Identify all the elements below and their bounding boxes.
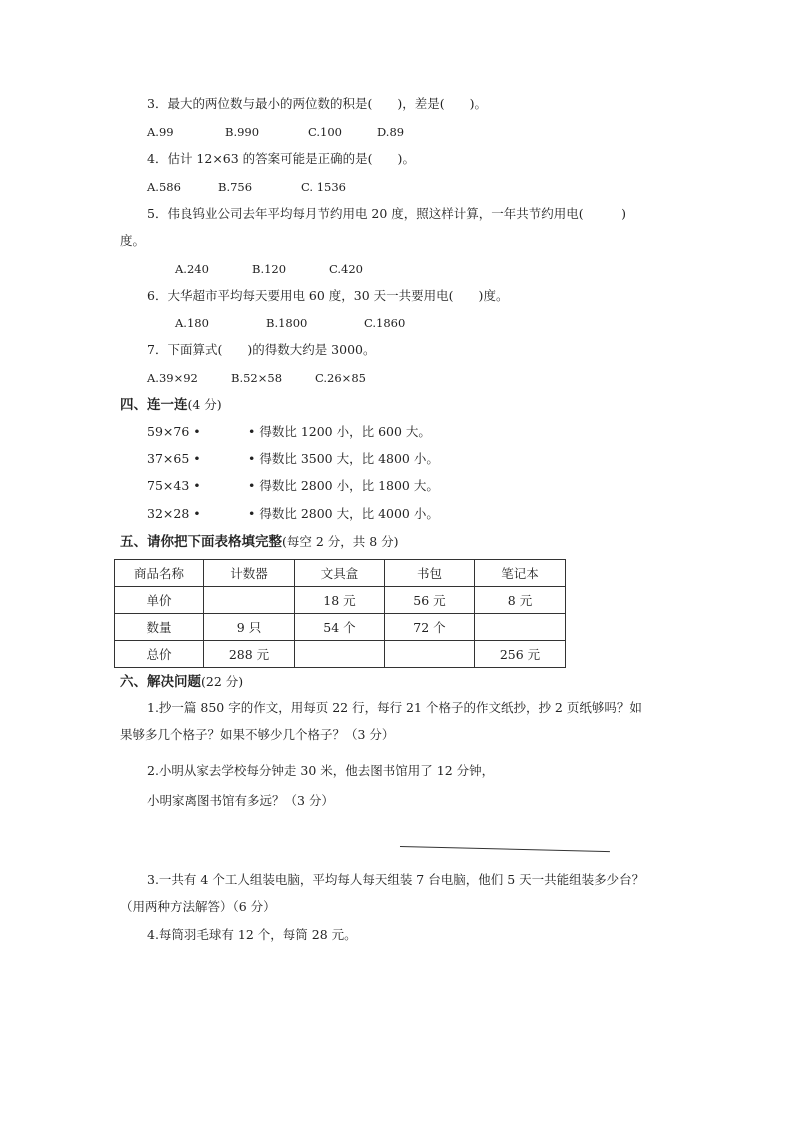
answer-line <box>400 846 610 852</box>
q3-option-c: C.100 <box>308 125 342 139</box>
table-cell: 商品名称 <box>115 560 204 587</box>
table-cell: 54 个 <box>295 614 385 641</box>
table-cell: 8 元 <box>475 587 566 614</box>
problem-4-line-1: 4.每筒羽毛球有 12 个，每筒 28 元。 <box>147 927 357 942</box>
question-3: 3．最大的两位数与最小的两位数的积是( )，差是( )。 <box>147 96 487 111</box>
table-cell: 计数器 <box>204 560 295 587</box>
q4-option-b: B.756 <box>218 180 253 194</box>
table-row <box>115 614 566 641</box>
question-4: 4．估计 12×63 的答案可能是正确的是( )。 <box>147 151 415 166</box>
table-row <box>115 560 566 587</box>
section-6-heading <box>120 673 243 691</box>
question-6: 6．大华超市平均每天要用电 60 度，30 天一共要用电( )度。 <box>147 288 509 303</box>
match-left-1: 59×76 • <box>147 424 201 439</box>
q3-option-d: D.89 <box>377 125 405 139</box>
q6-option-a: A.180 <box>175 316 209 330</box>
match-left-4: 32×28 • <box>147 506 201 521</box>
section-5-heading <box>120 533 399 551</box>
match-left-3: 75×43 • <box>147 478 201 493</box>
q4-option-c: C. 1536 <box>301 180 346 194</box>
match-right-4: • 得数比 2800 大，比 4000 小。 <box>248 506 439 521</box>
q7-option-c: C.26×85 <box>315 371 366 385</box>
q6-option-b: B.1800 <box>266 316 308 330</box>
section-5-title: 五、请你把下面表格填完整 <box>120 534 282 550</box>
table-cell: 数量 <box>115 614 204 641</box>
table-cell: 文具盒 <box>295 560 385 587</box>
table-cell: 单价 <box>115 587 204 614</box>
table-cell: 72 个 <box>385 614 475 641</box>
price-table <box>114 559 566 668</box>
problem-2-line-1: 2.小明从家去学校每分钟走 30 米，他去图书馆用了 12 分钟， <box>147 763 495 778</box>
section-4-score: (4 分) <box>187 397 222 412</box>
section-5-score: (每空 2 分，共 8 分) <box>282 534 399 549</box>
problem-3-line-2: （用两种方法解答）（6 分） <box>120 899 276 914</box>
q4-option-a: A.586 <box>147 180 181 194</box>
table-cell: 书包 <box>385 560 475 587</box>
table-cell <box>385 641 475 668</box>
q5-option-c: C.420 <box>329 262 363 276</box>
section-6-title: 六、解决问题 <box>120 674 201 690</box>
question-7: 7．下面算式( )的得数大约是 3000。 <box>147 342 376 357</box>
table-cell: 18 元 <box>295 587 385 614</box>
question-5-continued: 度。 <box>120 233 146 248</box>
q7-option-a: A.39×92 <box>147 371 198 385</box>
q5-option-a: A.240 <box>175 262 209 276</box>
table-cell: 总价 <box>115 641 204 668</box>
q7-option-b: B.52×58 <box>231 371 283 385</box>
table-row <box>115 641 566 668</box>
problem-3-line-1: 3.一共有 4 个工人组装电脑，平均每人每天组装 7 台电脑，他们 5 天一共能组装多少台？ <box>147 872 645 887</box>
table-cell: 256 元 <box>475 641 566 668</box>
problem-2-line-2: 小明家离图书馆有多远？（3 分） <box>147 793 334 808</box>
q3-option-a: A.99 <box>147 125 174 139</box>
problem-1-line-2: 果够多几个格子？如果不够少几个格子？（3 分） <box>120 727 395 742</box>
section-4-title: 四、连一连 <box>120 397 188 413</box>
match-right-1: • 得数比 1200 小，比 600 大。 <box>248 424 431 439</box>
table-cell <box>475 614 566 641</box>
section-6-score: (22 分) <box>201 674 244 689</box>
q6-option-c: C.1860 <box>364 316 406 330</box>
question-5: 5．伟良钨业公司去年平均每月节约用电 20 度，照这样计算，一年共节约用电( ) <box>147 206 627 221</box>
table-cell: 笔记本 <box>475 560 566 587</box>
problem-1-line-1: 1.抄一篇 850 字的作文，用每页 22 行，每行 21 个格子的作文纸抄，抄 2 页纸够吗？如 <box>147 700 642 715</box>
q3-option-b: B.990 <box>225 125 260 139</box>
match-right-2: • 得数比 3500 大，比 4800 小。 <box>248 451 439 466</box>
table-row <box>115 587 566 614</box>
table-cell <box>204 587 295 614</box>
table-cell: 56 元 <box>385 587 475 614</box>
match-left-2: 37×65 • <box>147 451 201 466</box>
section-4-heading <box>120 396 222 414</box>
table-cell: 9 只 <box>204 614 295 641</box>
match-right-3: • 得数比 2800 小，比 1800 大。 <box>248 478 439 493</box>
q5-option-b: B.120 <box>252 262 287 276</box>
table-cell <box>295 641 385 668</box>
table-cell: 288 元 <box>204 641 295 668</box>
